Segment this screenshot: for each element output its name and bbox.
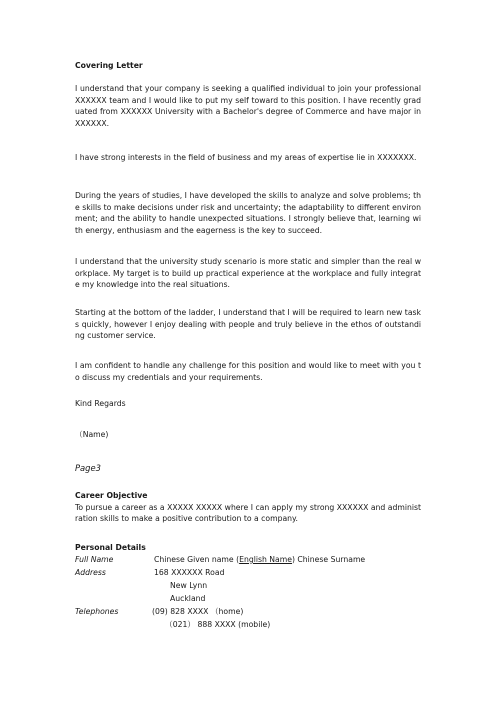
letter-paragraph: Starting at the bottom of the ladder, I understand that I will be required to learn new tasks quickly, however I enjoy dealing with people and truly believe in the ethos of outstanding customer service. <box>75 308 421 341</box>
letter-paragraph-6 <box>75 360 421 383</box>
letter-paragraph: I understand that your company is seeking a qualified individual to join your professional XXXXXX team and I would like to put my self toward to this position. I have recently graduated from XXXXXX University with a Bachelor's degree of Commerce and have major in XXXXXX. <box>75 84 421 128</box>
career-objective-heading: Career Objective <box>75 491 148 500</box>
full-name-value <box>154 554 365 566</box>
telephones-label: Telephones <box>75 607 119 616</box>
letter-paragraph: I am confident to handle any challenge for this position and would like to meet with you to discuss my credentials and your requirements. <box>75 361 421 382</box>
closing-block <box>75 398 421 410</box>
letter-title-block <box>75 60 421 72</box>
letter-closing: Kind Regards <box>75 399 126 408</box>
full-name-pre: Chinese Given name ( <box>154 555 240 564</box>
address-line-2: New Lynn <box>170 581 208 590</box>
letter-paragraph-5 <box>75 307 421 342</box>
phone-mobile: （021） 888 XXXX (mobile) <box>165 620 271 629</box>
letter-paragraph: During the years of studies, I have developed the skills to analyze and solve problems; the skills to make decisions under risk and uncertainty; the adaptability to different environment; and the ability to handle unexpected situations. I strongly believe that, learning with energy, enthusiasm and the eagerness is the key to succeed. <box>75 191 421 235</box>
letter-paragraph: I have strong interests in the field of business and my areas of expertise lie in XXXXXXX. <box>75 153 417 162</box>
letter-paragraph-4 <box>75 256 421 291</box>
address-line-1: 168 XXXXXX Road <box>154 568 225 577</box>
letter-paragraph-3 <box>75 190 421 236</box>
english-name: English Name <box>239 555 292 564</box>
page-label-block <box>75 463 421 475</box>
full-name-post: ) Chinese Surname <box>291 555 366 564</box>
letter-paragraph: I understand that the university study scenario is more static and simpler than the real workplace. My target is to build up practical experience at the workplace and fully integrate my knowledge into the real situations. <box>75 257 421 290</box>
letter-paragraph-2 <box>75 152 421 164</box>
letter-title: Covering Letter <box>75 61 143 70</box>
personal-details-heading: Personal Details <box>75 543 146 552</box>
career-objective-section <box>75 490 421 525</box>
address-label: Address <box>75 568 106 577</box>
phone-home: (09) 828 XXXX （home) <box>152 607 244 616</box>
page-label: Page3 <box>75 463 101 473</box>
letter-signature: （Name) <box>75 430 109 439</box>
signature-block <box>75 429 421 441</box>
full-name-label: Full Name <box>75 555 114 564</box>
letter-paragraph-1 <box>75 83 421 129</box>
personal-details-heading-block <box>75 542 421 554</box>
career-objective-text: To pursue a career as a XXXXX XXXXX where I can apply my strong XXXXXX and administration skills to make a positive contribution to a company. <box>75 502 421 524</box>
address-line-3: Auckland <box>170 594 206 603</box>
